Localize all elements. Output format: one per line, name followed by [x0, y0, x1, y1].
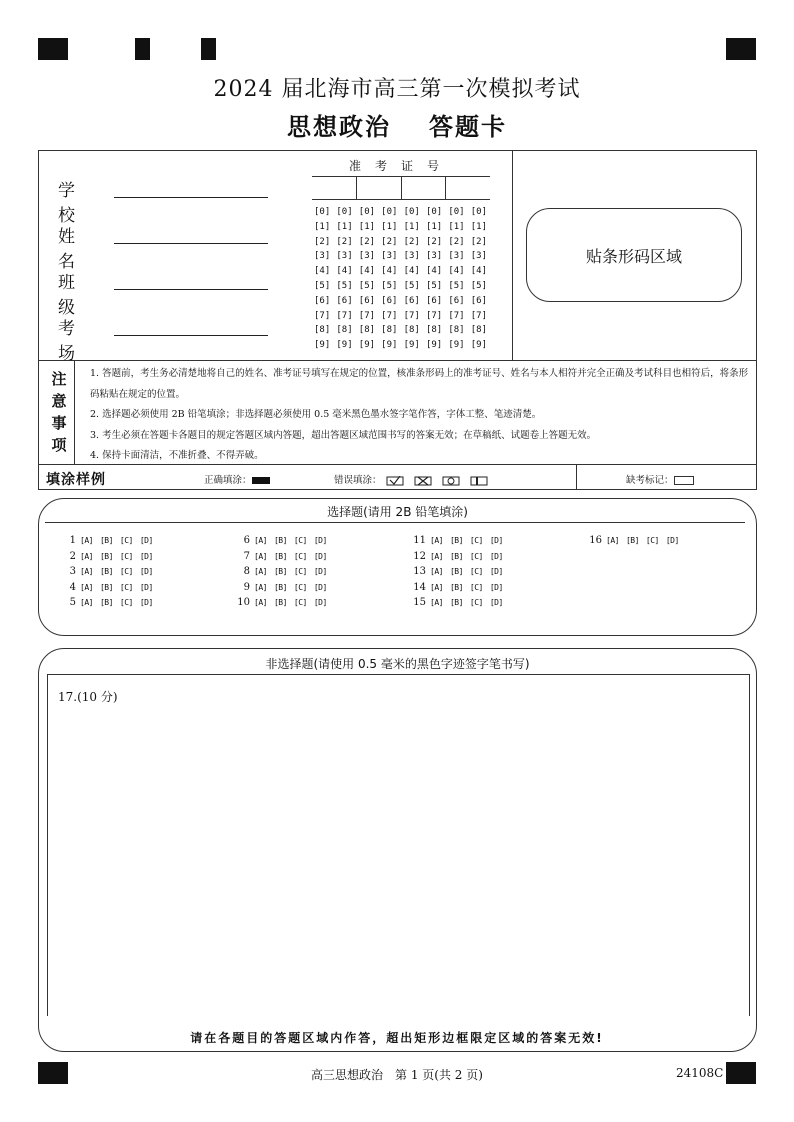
fill-sample-title: 填涂样例	[46, 472, 106, 488]
question-number: 4	[69, 581, 76, 593]
question-number: 5	[69, 597, 76, 608]
question-number: 16	[589, 535, 602, 546]
name-field[interactable]: 姓名	[58, 222, 114, 272]
exam-id-bubble[interactable]: [3]	[336, 251, 353, 262]
exam-id-bubble[interactable]: [3]	[403, 251, 420, 262]
option-bubble-c[interactable]: [C]	[293, 567, 307, 576]
option-bubble-a[interactable]: [A]	[430, 582, 443, 592]
subject-name: 思想政治	[287, 112, 391, 141]
choice-question-5	[56, 597, 160, 608]
choice-question-12	[406, 551, 510, 562]
exam-id-bubble[interactable]: [0]	[358, 207, 376, 217]
absent-box-icon[interactable]	[674, 476, 694, 485]
option-bubble-a[interactable]: [A]	[430, 536, 443, 545]
question-number: 12	[413, 550, 426, 562]
exam-id-bubble[interactable]: [6]	[403, 295, 420, 306]
exam-id-bubble[interactable]: [4]	[358, 266, 376, 277]
exam-id-bubble[interactable]: [6]	[314, 295, 331, 306]
choice-question-14	[406, 582, 510, 593]
exam-id-bubble[interactable]: [7]	[314, 310, 331, 321]
exam-id-bubble[interactable]: [0]	[314, 207, 331, 217]
exam-id-bubble[interactable]: [7]	[403, 310, 420, 321]
exam-id-bubble[interactable]: [0]	[448, 207, 465, 217]
card-title	[0, 107, 794, 142]
absent-mark: 缺考标记：	[626, 472, 694, 486]
exam-id-bubble[interactable]: [9]	[425, 340, 443, 351]
option-bubble-a[interactable]: [A]	[254, 567, 267, 576]
notice-list	[90, 364, 752, 467]
option-bubble-a[interactable]: [A]	[606, 536, 619, 545]
option-bubble-b[interactable]: [B]	[273, 551, 287, 561]
exam-id-bubble[interactable]: [9]	[403, 340, 420, 351]
exam-id-digit-row	[314, 309, 493, 324]
exam-id-bubble[interactable]: [2]	[358, 236, 376, 247]
notice-label: 注 意 事 项	[51, 370, 67, 454]
exam-id-bubble[interactable]: [1]	[336, 221, 353, 232]
exam-id-bubble[interactable]: [1]	[314, 221, 331, 232]
exam-id-bubble[interactable]: [6]	[381, 295, 398, 306]
notice-item: 4. 保持卡面清洁，不准折叠、不得弄破。	[90, 450, 264, 461]
option-bubble-c[interactable]: [C]	[119, 551, 133, 561]
question-number: 1	[69, 535, 76, 546]
exam-id-digit-row	[314, 338, 493, 353]
option-bubble-c[interactable]: [C]	[469, 536, 483, 545]
exam-id-bubble[interactable]: [8]	[358, 325, 376, 336]
exam-id-bubble[interactable]: [5]	[314, 280, 331, 291]
alignment-mark	[726, 38, 756, 60]
question-number: 13	[413, 566, 426, 577]
exam-id-bubble[interactable]: [7]	[425, 310, 443, 321]
notice-item: 2. 选择题必须使用 2B 铅笔填涂；非选择题必须使用 0.5 毫米黑色墨水签字笔作答，字体工整、笔迹清楚。	[90, 409, 542, 420]
choice-question-11	[406, 535, 510, 546]
option-bubble-d[interactable]: [D]	[139, 598, 153, 607]
exam-id-bubble[interactable]: [7]	[336, 310, 353, 321]
option-bubble-c[interactable]: [C]	[293, 598, 307, 607]
option-bubble-d[interactable]: [D]	[313, 598, 327, 607]
exam-id-bubble[interactable]: [1]	[381, 221, 398, 232]
exam-id-bubble[interactable]: [5]	[336, 280, 353, 291]
exam-id-bubble[interactable]: [8]	[448, 325, 465, 336]
exam-id-bubble[interactable]: [9]	[470, 340, 487, 351]
option-bubble-c[interactable]: [C]	[119, 598, 133, 607]
exam-id-bubble[interactable]: [8]	[314, 325, 331, 336]
option-bubble-d[interactable]: [D]	[313, 536, 327, 545]
notice-item: 1. 答题前，考生务必清楚地将自己的姓名、准考证号填写在规定的位置，核准条形码上的准考证号、姓名与本人相符并完全正确及考试科目也相符后，将条形码粘贴在规定的位置。	[90, 368, 749, 400]
exam-id-digit-row	[314, 264, 493, 279]
option-bubble-a[interactable]: [A]	[254, 551, 267, 561]
exam-id-bubble[interactable]: [3]	[358, 251, 376, 262]
exam-id-bubble[interactable]: [6]	[470, 295, 487, 306]
option-bubble-c[interactable]: [C]	[469, 567, 483, 576]
question-number: 6	[243, 535, 250, 546]
exam-id-digit-row	[314, 323, 493, 338]
exam-id-bubble[interactable]: [4]	[314, 266, 331, 277]
question-number: 9	[243, 581, 250, 593]
choice-question-15	[406, 597, 510, 608]
exam-id-bubble[interactable]: [2]	[336, 236, 353, 247]
exam-id-bubble[interactable]: [0]	[336, 207, 353, 217]
question-number: 15	[413, 597, 426, 608]
option-bubble-b[interactable]: [B]	[449, 598, 463, 607]
option-bubble-c[interactable]: [C]	[293, 551, 307, 561]
room-field[interactable]: 考场	[58, 314, 114, 364]
choice-question-10	[230, 597, 334, 608]
exam-id-bubble[interactable]: [3]	[448, 251, 465, 262]
choice-question-7	[230, 551, 334, 562]
option-bubble-a[interactable]: [A]	[80, 582, 93, 592]
option-bubble-d[interactable]: [D]	[489, 567, 503, 576]
option-bubble-c[interactable]: [C]	[119, 582, 133, 592]
exam-id-bubble[interactable]: [9]	[381, 340, 398, 351]
exam-id-bubble[interactable]: [2]	[403, 236, 420, 247]
footer-warning: 请在各题目的答题区域内作答，超出矩形边框限定区域的答案无效!	[190, 1031, 604, 1045]
question-number: 14	[413, 581, 426, 593]
option-bubble-b[interactable]: [B]	[449, 551, 463, 561]
option-bubble-b[interactable]: [B]	[273, 536, 287, 545]
exam-id-bubble[interactable]: [4]	[403, 266, 420, 277]
exam-id-digit-row	[314, 249, 493, 264]
exam-id-bubble[interactable]: [8]	[336, 325, 353, 336]
exam-id-bubble[interactable]: [0]	[403, 207, 420, 217]
option-bubble-c[interactable]: [C]	[119, 536, 133, 545]
exam-id-bubble[interactable]: [0]	[425, 207, 443, 217]
exam-id-bubble[interactable]: [7]	[470, 310, 487, 321]
option-bubble-d[interactable]: [D]	[489, 598, 503, 607]
option-bubble-b[interactable]: [B]	[449, 536, 463, 545]
option-bubble-b[interactable]: [B]	[99, 551, 113, 561]
question-number: 2	[69, 550, 76, 562]
alignment-mark	[135, 38, 150, 60]
question-number: 3	[69, 566, 76, 577]
barcode-area: 贴条形码区域	[526, 208, 742, 302]
exam-id-bubble[interactable]: [5]	[403, 280, 420, 291]
question-number: 7	[243, 550, 250, 562]
exam-id-bubble[interactable]: [1]	[425, 221, 443, 232]
option-bubble-b[interactable]: [B]	[449, 582, 463, 592]
exam-id-bubble[interactable]: [8]	[470, 325, 487, 336]
option-bubble-c[interactable]: [C]	[645, 536, 659, 545]
exam-id-bubble[interactable]: [6]	[448, 295, 465, 306]
correct-fill-sample: 正确填涂：	[204, 472, 270, 486]
exam-id-bubble[interactable]: [7]	[381, 310, 398, 321]
paper-code: 24108C	[676, 1066, 724, 1080]
option-bubble-a[interactable]: [A]	[254, 598, 267, 607]
question-number: 10	[237, 597, 250, 608]
exam-id-bubble[interactable]: [1]	[358, 221, 376, 232]
option-bubble-a[interactable]: [A]	[80, 551, 93, 561]
exam-title: 2024 届北海市高三第一次模拟考试	[213, 77, 581, 102]
option-bubble-d[interactable]: [D]	[665, 536, 679, 545]
option-bubble-a[interactable]: [A]	[430, 598, 443, 607]
exam-id-digit-row	[314, 235, 493, 250]
card-label: 答题卡	[429, 112, 507, 141]
exam-id-bubble[interactable]: [3]	[425, 251, 443, 262]
exam-id-bubble[interactable]: [8]	[403, 325, 420, 336]
exam-id-digit-row	[314, 294, 493, 309]
filled-box-icon	[252, 477, 270, 484]
option-bubble-c[interactable]: [C]	[119, 567, 133, 576]
exam-id-bubble[interactable]: [8]	[425, 325, 443, 336]
exam-id-bubble[interactable]: [7]	[448, 310, 465, 321]
exam-id-digit-row	[314, 205, 493, 220]
question-17-label: 17.(10 分)	[58, 690, 118, 704]
exam-id-bubble[interactable]: [0]	[470, 207, 487, 217]
option-bubble-a[interactable]: [A]	[80, 536, 93, 545]
exam-id-bubble[interactable]: [4]	[336, 266, 353, 277]
option-bubble-a[interactable]: [A]	[430, 551, 443, 561]
option-bubble-d[interactable]: [D]	[139, 567, 153, 576]
option-bubble-c[interactable]: [C]	[469, 551, 483, 561]
page-number: 高三思想政治 第 1 页(共 2 页)	[311, 1068, 483, 1082]
choice-question-3	[56, 566, 160, 577]
alignment-mark	[38, 38, 68, 60]
exam-id-bubble[interactable]: [3]	[381, 251, 398, 262]
exam-id-bubble[interactable]: [2]	[381, 236, 398, 247]
option-bubble-d[interactable]: [D]	[139, 551, 153, 561]
option-bubble-b[interactable]: [B]	[99, 567, 113, 576]
option-bubble-a[interactable]: [A]	[254, 582, 267, 592]
option-bubble-b[interactable]: [B]	[273, 582, 287, 592]
question-number: 8	[243, 566, 250, 577]
exam-id-digit-row	[314, 279, 493, 294]
choice-section-title: 选择题(请用 2B 铅笔填涂)	[327, 505, 468, 519]
option-bubble-a[interactable]: [A]	[80, 598, 93, 607]
exam-id-bubble[interactable]: [5]	[425, 280, 443, 291]
option-bubble-b[interactable]: [B]	[273, 598, 287, 607]
option-bubble-c[interactable]: [C]	[469, 598, 483, 607]
exam-id-bubble[interactable]: [7]	[358, 310, 376, 321]
school-field[interactable]: 学校	[58, 176, 114, 226]
exam-id-bubble[interactable]: [4]	[448, 266, 465, 277]
notice-item: 3. 考生必须在答题卡各题目的规定答题区域内答题，超出答题区域范围书写的答案无效；在草稿纸、试题卷上答题无效。	[90, 429, 597, 441]
exam-id-bubble[interactable]: [5]	[470, 280, 487, 291]
option-bubble-c[interactable]: [C]	[469, 582, 483, 592]
exam-id-bubble[interactable]: [1]	[448, 221, 465, 232]
question-number: 11	[413, 535, 426, 546]
choice-question-1	[56, 535, 160, 546]
exam-id-bubble[interactable]: [2]	[425, 236, 443, 247]
option-bubble-b[interactable]: [B]	[273, 567, 287, 576]
exam-id-bubble[interactable]: [6]	[358, 295, 376, 306]
exam-id-bubble[interactable]: [1]	[470, 221, 487, 232]
alignment-mark	[201, 38, 216, 60]
exam-id-bubble[interactable]: [3]	[314, 251, 331, 262]
exam-id-bubble[interactable]: [3]	[470, 251, 487, 262]
option-bubble-d[interactable]: [D]	[489, 582, 503, 592]
option-bubble-d[interactable]: [D]	[313, 567, 327, 576]
choice-question-16	[582, 535, 686, 546]
exam-id-bubble[interactable]: [0]	[381, 207, 398, 217]
exam-id-digit-row	[314, 220, 493, 235]
exam-id-bubble[interactable]: [4]	[381, 266, 398, 277]
exam-id-bubble[interactable]: [6]	[336, 295, 353, 306]
option-bubble-d[interactable]: [D]	[313, 551, 327, 561]
option-bubble-a[interactable]: [A]	[430, 567, 443, 576]
exam-id-bubbles[interactable]	[314, 205, 493, 353]
exam-id-bubble[interactable]: [5]	[448, 280, 465, 291]
option-bubble-d[interactable]: [D]	[313, 582, 327, 592]
choice-question-8	[230, 566, 334, 577]
option-bubble-b[interactable]: [B]	[99, 582, 113, 592]
class-field[interactable]: 班级	[58, 268, 114, 318]
exam-id-bubble[interactable]: [9]	[448, 340, 465, 351]
exam-id-title: 准考证号	[348, 159, 453, 173]
option-bubble-c[interactable]: [C]	[293, 536, 307, 545]
option-bubble-d[interactable]: [D]	[489, 536, 503, 545]
nonchoice-section-title: 非选择题(请使用 0.5 毫米的黑色字迹签字笔书写)	[265, 657, 530, 671]
option-bubble-d[interactable]: [D]	[139, 536, 153, 545]
exam-id-bubble[interactable]: [2]	[448, 236, 465, 247]
choice-question-6	[230, 535, 334, 546]
option-bubble-a[interactable]: [A]	[254, 536, 267, 545]
exam-id-bubble[interactable]: [2]	[314, 236, 331, 247]
wrong-mark-icons	[385, 476, 495, 486]
exam-id-bubble[interactable]: [9]	[336, 340, 353, 351]
option-bubble-b[interactable]: [B]	[449, 567, 463, 576]
option-bubble-a[interactable]: [A]	[80, 567, 93, 576]
choice-question-13	[406, 566, 510, 577]
option-bubble-b[interactable]: [B]	[99, 536, 113, 545]
option-bubble-c[interactable]: [C]	[293, 582, 307, 592]
exam-id-write-boxes[interactable]	[312, 176, 490, 200]
exam-id-bubble[interactable]: [8]	[381, 325, 398, 336]
exam-id-bubble[interactable]: [9]	[358, 340, 376, 351]
choice-question-9	[230, 582, 334, 593]
exam-id-bubble[interactable]: [6]	[425, 295, 443, 306]
option-bubble-d[interactable]: [D]	[139, 582, 153, 592]
exam-id-bubble[interactable]: [9]	[314, 340, 331, 351]
option-bubble-d[interactable]: [D]	[489, 551, 503, 561]
exam-id-bubble[interactable]: [2]	[470, 236, 487, 247]
question-17-answer-area[interactable]	[50, 706, 748, 1014]
option-bubble-b[interactable]: [B]	[99, 598, 113, 607]
option-bubble-b[interactable]: [B]	[625, 536, 639, 545]
choice-question-2	[56, 551, 160, 562]
choice-question-4	[56, 582, 160, 593]
exam-id-bubble[interactable]: [4]	[425, 266, 443, 277]
exam-id-bubble[interactable]: [4]	[470, 266, 487, 277]
exam-id-bubble[interactable]: [5]	[381, 280, 398, 291]
exam-id-bubble[interactable]: [5]	[358, 280, 376, 291]
wrong-fill-sample: 错误填涂：	[334, 472, 495, 486]
exam-id-bubble[interactable]: [1]	[403, 221, 420, 232]
